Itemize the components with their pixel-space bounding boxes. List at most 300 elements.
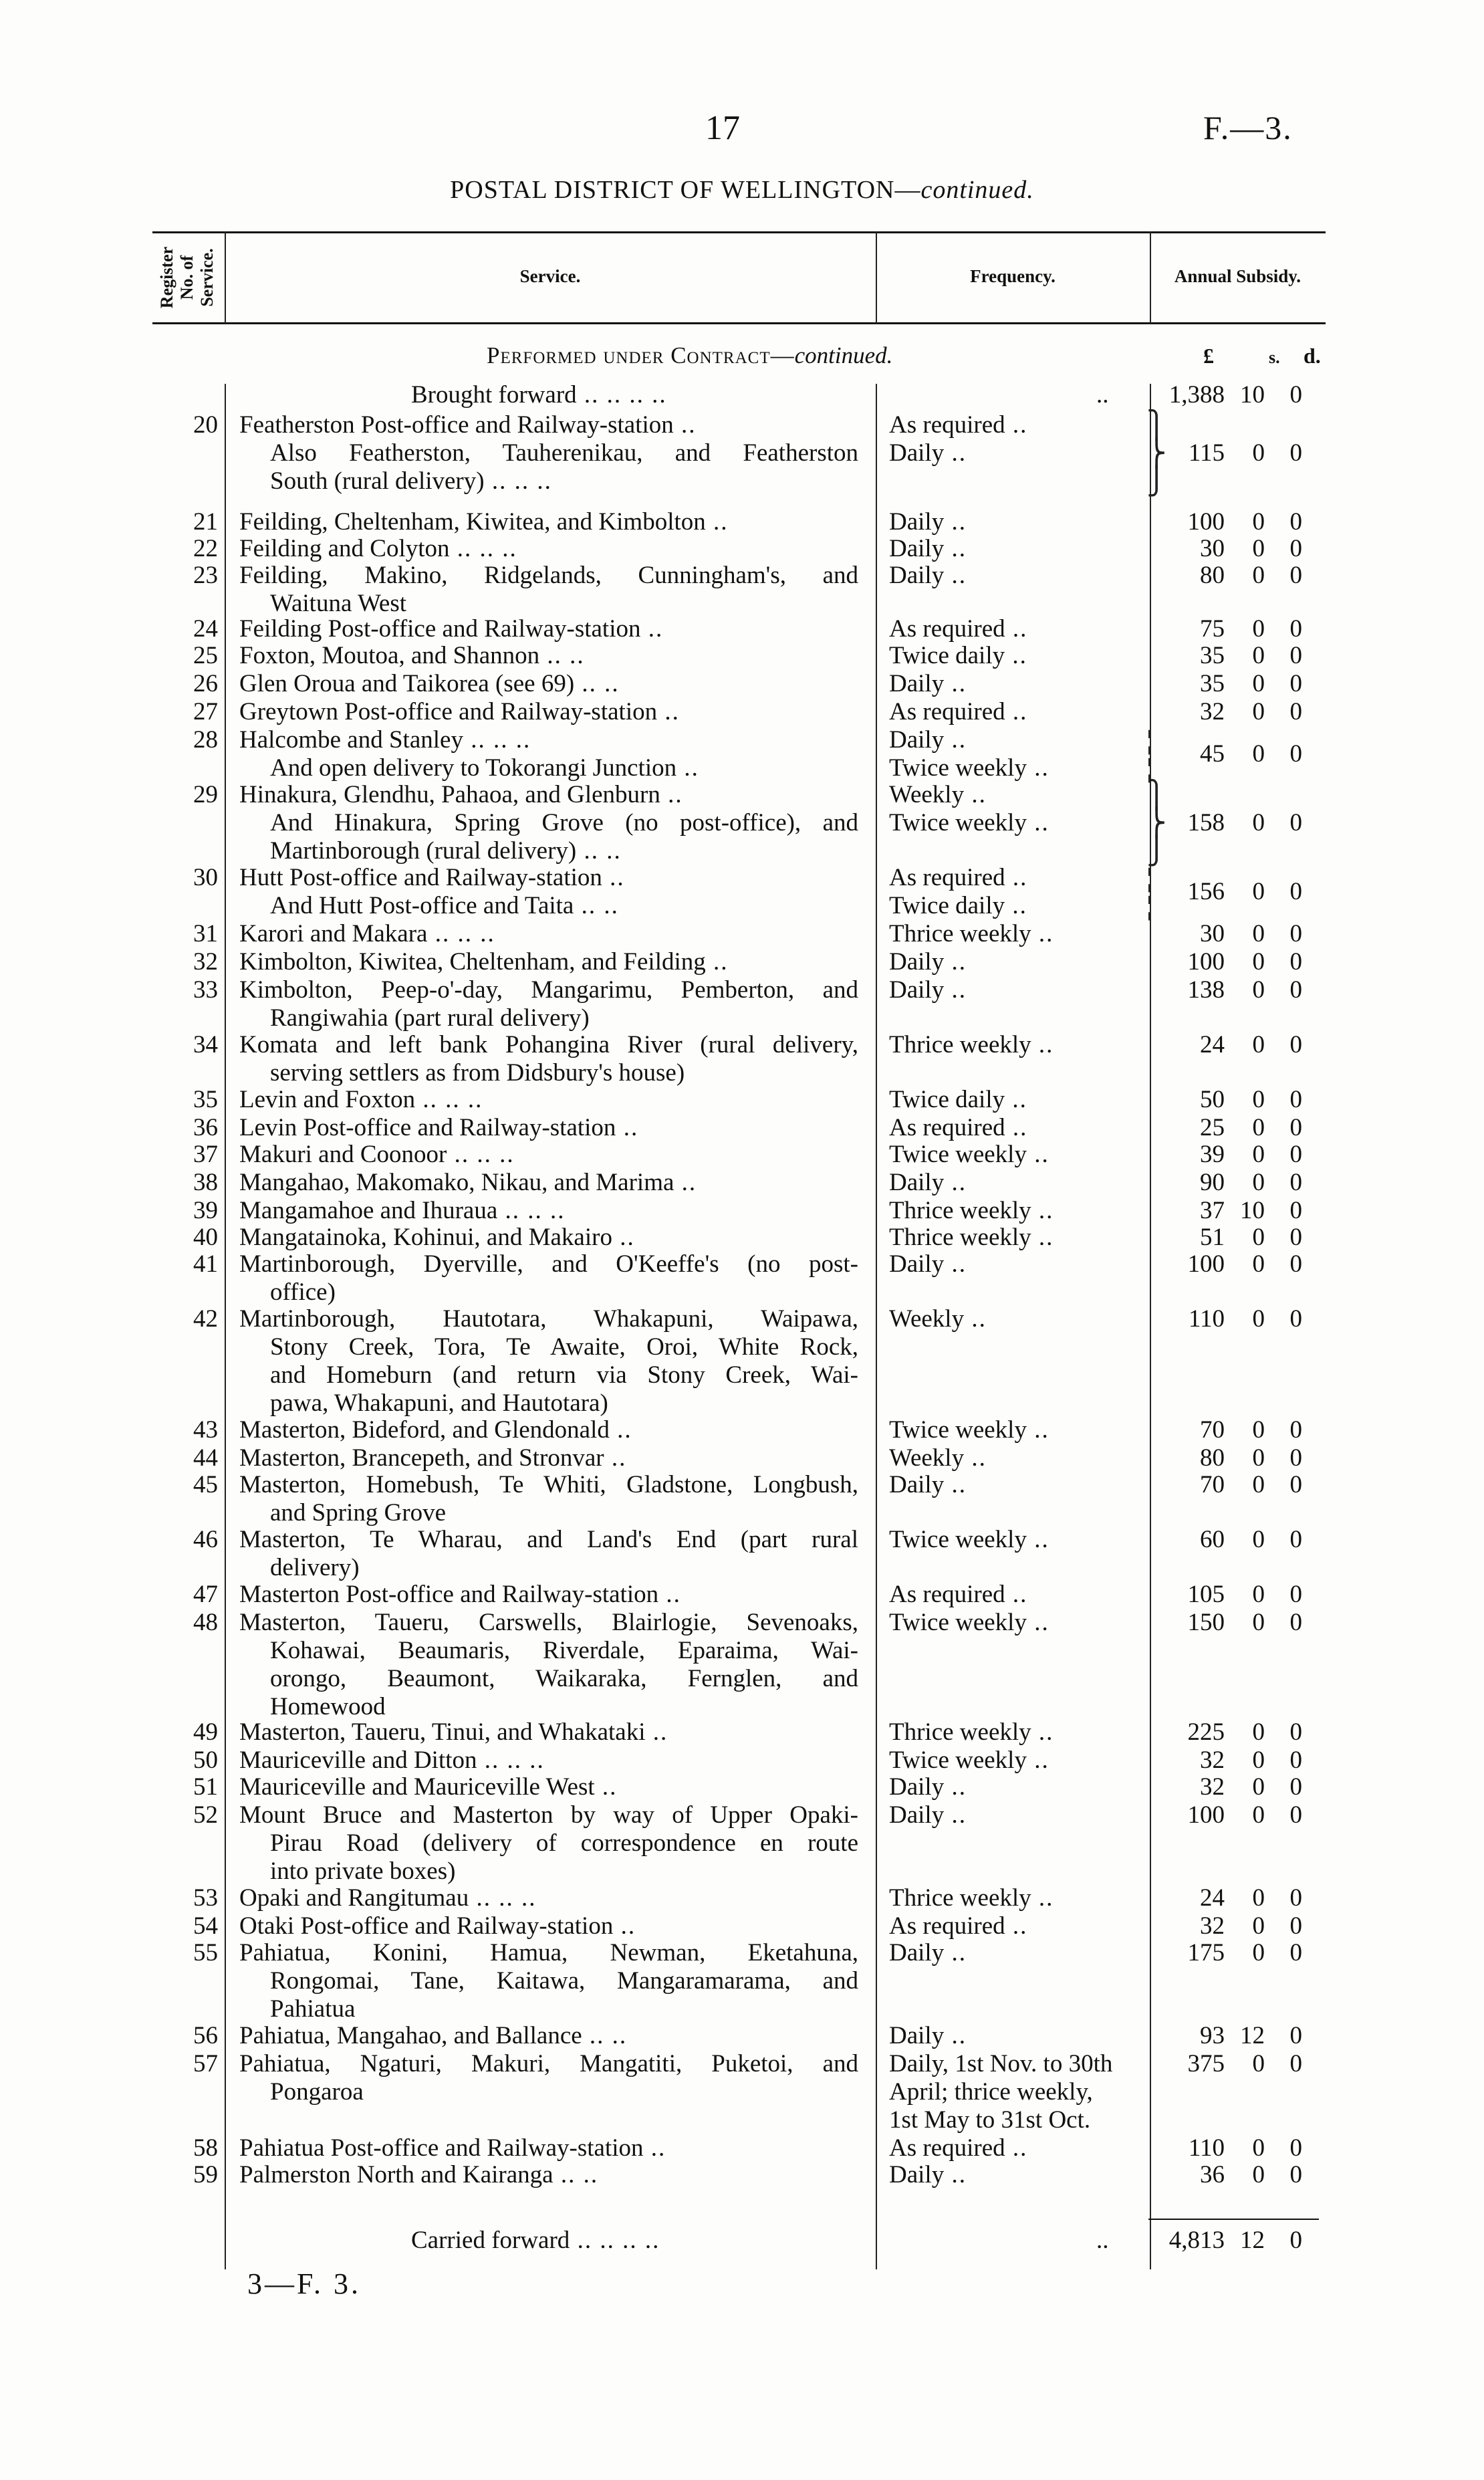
- row-pounds: 24: [1200, 1884, 1225, 1912]
- register-number: 23: [193, 562, 218, 589]
- frequency: [889, 920, 1130, 948]
- frequency-line: Daily ..: [889, 439, 967, 467]
- row-pounds: 225: [1187, 1718, 1225, 1746]
- body-divider-1: [225, 384, 226, 2269]
- register-number: 41: [193, 1250, 218, 1278]
- service-line: Pahiatua: [270, 1995, 356, 2023]
- leader-dots: ..: [1031, 920, 1054, 947]
- register-number: 30: [193, 864, 218, 891]
- row-pence: 0: [1289, 1912, 1302, 1940]
- header-annual-subsidy: Annual Subsidy.: [1174, 266, 1302, 286]
- row-subsidy: [1143, 1250, 1324, 1278]
- service-line: Pirau Road (delivery of correspondence en route: [270, 1829, 858, 1857]
- frequency: [889, 1086, 1130, 1114]
- row-pounds: 32: [1200, 1912, 1225, 1940]
- row-subsidy: [1143, 1086, 1324, 1114]
- row-pence: 0: [1289, 1444, 1302, 1472]
- row-subsidy: [1143, 615, 1324, 643]
- leader-dots: ..: [944, 535, 967, 562]
- carried-forward-pence: 0: [1289, 2227, 1302, 2254]
- leader-dots: ..: [1026, 1746, 1049, 1774]
- leader-dots: .. .. ..: [497, 1197, 566, 1224]
- service-description: [239, 1086, 858, 1114]
- leader-dots: ..: [1005, 1114, 1028, 1141]
- frequency-line: Thrice weekly ..: [889, 1884, 1054, 1912]
- row-pence: 0: [1289, 642, 1302, 669]
- row-pence: 0: [1289, 670, 1302, 697]
- frequency: [889, 1884, 1130, 1912]
- row-subsidy: [1143, 1444, 1324, 1472]
- frequency: [889, 726, 1130, 782]
- row-pounds: 138: [1187, 976, 1225, 1004]
- service-description: [239, 1884, 858, 1912]
- frequency-line: Daily ..: [889, 726, 967, 754]
- service-line: Masterton, Homebush, Te Whiti, Gladstone, Longbush,: [239, 1471, 858, 1498]
- service-description: [239, 615, 858, 643]
- row-pounds: 30: [1200, 535, 1225, 562]
- register-number: 55: [193, 1939, 218, 1966]
- leader-dots: ..: [944, 1801, 967, 1829]
- currency-pounds: £: [1203, 344, 1214, 368]
- row-subsidy: [1143, 1416, 1324, 1444]
- frequency-line: As required ..: [889, 1114, 1028, 1141]
- register-number: 36: [193, 1114, 218, 1141]
- service-description: [239, 1746, 858, 1775]
- frequency-line: Twice weekly ..: [889, 1416, 1049, 1444]
- leader-dots: ..: [612, 1224, 635, 1251]
- row-shillings: 0: [1252, 1746, 1265, 1774]
- leader-dots: ..: [613, 1912, 636, 1940]
- leader-dots: ..: [944, 562, 967, 589]
- frequency: [889, 2134, 1130, 2162]
- service-line: Waituna West: [270, 590, 407, 617]
- frequency-line: Daily ..: [889, 2161, 967, 2188]
- leader-dots: ..: [944, 1939, 967, 1966]
- service-line: Pahiatua Post-office and Railway-station ..: [239, 2134, 666, 2162]
- row-pence: 0: [1289, 1250, 1302, 1278]
- leader-dots: ..: [1005, 411, 1028, 439]
- register-number: 25: [193, 642, 218, 669]
- frequency-line: Weekly ..: [889, 781, 987, 808]
- service-line: And Hinakura, Spring Grove (no post-office), and: [270, 809, 858, 836]
- register-number: 53: [193, 1884, 218, 1912]
- service-line: Also Featherston, Tauherenikau, and Featherston: [270, 439, 858, 467]
- leader-dots: ..: [944, 1169, 967, 1196]
- row-shillings: 0: [1252, 562, 1265, 589]
- service-line: Masterton, Brancepeth, and Stronvar ..: [239, 1444, 627, 1472]
- frequency-line: Weekly ..: [889, 1305, 987, 1333]
- leader-dots: .. .. .. ..: [570, 2227, 660, 2254]
- row-pence: 0: [1289, 1746, 1302, 1774]
- service-line: into private boxes): [270, 1857, 456, 1885]
- row-pounds: 150: [1187, 1609, 1225, 1636]
- service-line: Rangiwahia (part rural delivery): [270, 1004, 590, 1032]
- leader-dots: ..: [1031, 1884, 1054, 1912]
- row-shillings: 0: [1252, 1086, 1265, 1113]
- total-rule: [1148, 2219, 1319, 2220]
- body-divider-2: [876, 384, 877, 2269]
- leader-dots: ..: [944, 2022, 967, 2049]
- header-frequency: Frequency.: [970, 266, 1056, 286]
- leader-dots: ..: [1096, 2227, 1109, 2254]
- frequency-line: Daily ..: [889, 1471, 967, 1498]
- row-pence: 0: [1289, 1939, 1302, 1966]
- service-line: South (rural delivery) .. .. ..: [270, 467, 552, 495]
- row-subsidy: [1143, 1746, 1324, 1775]
- page-number: 17: [705, 109, 740, 147]
- frequency: [889, 1197, 1130, 1225]
- service-description: [239, 2022, 858, 2050]
- service-line: Feilding, Makino, Ridgelands, Cunningham's, and: [239, 562, 858, 589]
- service-line: and Spring Grove: [270, 1499, 447, 1527]
- service-description: [239, 535, 858, 563]
- frequency: [889, 2050, 1130, 2134]
- row-subsidy: [1143, 1197, 1324, 1225]
- row-pounds: 100: [1187, 508, 1225, 536]
- frequency-line: Thrice weekly ..: [889, 1718, 1054, 1746]
- register-number: 46: [193, 1526, 218, 1553]
- register-number: 56: [193, 2022, 218, 2049]
- service-description: [239, 642, 858, 670]
- service-line: office): [270, 1278, 336, 1306]
- frequency-line: April; thrice weekly,: [889, 2078, 1093, 2106]
- leader-dots: ..: [1026, 1141, 1049, 1168]
- row-subsidy: [1143, 1939, 1324, 1967]
- row-pounds: 70: [1200, 1416, 1225, 1444]
- leader-dots: ..: [657, 698, 680, 725]
- leader-dots: ..: [640, 615, 664, 643]
- frequency-line: As required ..: [889, 864, 1028, 891]
- leader-dots: .. .. ..: [447, 1141, 515, 1168]
- service-description: [239, 2050, 858, 2106]
- leader-dots: ..: [1031, 1718, 1054, 1746]
- service-line: Mount Bruce and Masterton by way of Upper Opaki-: [239, 1801, 858, 1829]
- frequency-line: As required ..: [889, 1581, 1028, 1608]
- frequency-line: As required ..: [889, 1912, 1028, 1940]
- service-line: Masterton, Taueru, Tinui, and Whakataki ..: [239, 1718, 668, 1746]
- frequency: [889, 1416, 1130, 1444]
- service-line: Kimbolton, Kiwitea, Cheltenham, and Feilding ..: [239, 948, 729, 976]
- service-line: Greytown Post-office and Railway-station ..: [239, 698, 680, 725]
- service-line: Martinborough (rural delivery) .. ..: [270, 837, 622, 865]
- leader-dots: .. .. ..: [427, 920, 495, 947]
- row-pounds: 70: [1200, 1471, 1225, 1498]
- service-line: Feilding, Cheltenham, Kiwitea, and Kimbolton ..: [239, 508, 729, 536]
- row-pence: 0: [1289, 878, 1302, 905]
- leader-dots: ..: [1026, 809, 1049, 836]
- service-description: [239, 948, 858, 976]
- row-subsidy: [1143, 1718, 1324, 1746]
- row-pence: 0: [1289, 809, 1302, 836]
- row-pounds: 60: [1200, 1526, 1225, 1553]
- frequency-line: Daily ..: [889, 1939, 967, 1966]
- row-shillings: 0: [1252, 615, 1265, 643]
- frequency-line: Thrice weekly ..: [889, 1224, 1054, 1251]
- frequency-line: Daily ..: [889, 2022, 967, 2049]
- currency-pence: d.: [1304, 344, 1321, 368]
- leader-dots: ..: [1096, 381, 1109, 409]
- grouping-brace: ¦ ¦: [1146, 863, 1152, 921]
- service-description: [239, 1939, 858, 2023]
- service-line: Foxton, Moutoa, and Shannon .. ..: [239, 642, 585, 669]
- row-subsidy: [1143, 2134, 1324, 2162]
- row-subsidy: [1143, 1581, 1324, 1609]
- frequency-line: Twice daily ..: [889, 642, 1027, 669]
- service-description: [239, 562, 858, 618]
- service-line: Pahiatua, Ngaturi, Makuri, Mangatiti, Puketoi, and: [239, 2050, 858, 2077]
- service-line: Levin and Foxton .. .. ..: [239, 1086, 483, 1113]
- row-pence: 0: [1289, 508, 1302, 536]
- leader-dots: ..: [602, 864, 625, 891]
- row-subsidy: [1143, 1884, 1324, 1912]
- frequency: [889, 1250, 1130, 1278]
- frequency-line: Twice weekly ..: [889, 1141, 1049, 1168]
- frequency-line: As required ..: [889, 615, 1028, 643]
- carried-forward-label: [411, 2227, 1030, 2255]
- carried-forward-text: Carried forward: [411, 2227, 570, 2254]
- row-pence: 0: [1289, 1086, 1302, 1113]
- brought-forward-label: [411, 381, 1030, 409]
- row-subsidy: [1143, 698, 1324, 726]
- document-reference: F.—3.: [1203, 109, 1293, 146]
- row-pence: 0: [1289, 1197, 1302, 1224]
- currency-shillings: s.: [1269, 348, 1280, 367]
- frequency: [889, 1471, 1130, 1499]
- service-description: [239, 1526, 858, 1582]
- row-subsidy: [1143, 809, 1324, 837]
- row-subsidy: [1143, 562, 1324, 590]
- row-pounds: 100: [1187, 948, 1225, 976]
- frequency-line: Daily, 1st Nov. to 30th: [889, 2050, 1113, 2077]
- row-shillings: 0: [1252, 878, 1265, 905]
- row-pence: 0: [1289, 1031, 1302, 1058]
- register-number: 20: [193, 411, 218, 439]
- frequency: [889, 1114, 1130, 1142]
- row-pence: 0: [1289, 948, 1302, 976]
- frequency: [889, 948, 1130, 976]
- row-shillings: 0: [1252, 976, 1265, 1004]
- register-number: 54: [193, 1912, 218, 1940]
- register-number: 45: [193, 1471, 218, 1498]
- leader-dots: .. ..: [553, 2161, 599, 2188]
- service-description: [239, 1416, 858, 1444]
- frequency: [889, 698, 1130, 726]
- leader-dots: .. ..: [582, 2022, 628, 2049]
- row-subsidy: [1143, 1169, 1324, 1197]
- row-pounds: 32: [1200, 1773, 1225, 1801]
- service-line: serving settlers as from Didsbury's house): [270, 1059, 685, 1087]
- leader-dots: ..: [1031, 1224, 1054, 1251]
- row-pence: 0: [1289, 740, 1302, 768]
- row-subsidy: [1143, 740, 1324, 768]
- row-shillings: 0: [1252, 1773, 1265, 1801]
- row-pence: 0: [1289, 2050, 1302, 2077]
- frequency: [889, 2022, 1130, 2050]
- leader-dots: ..: [658, 1581, 681, 1608]
- service-line: Hutt Post-office and Railway-station ..: [239, 864, 625, 891]
- grouping-brace: ¦ ¦: [1146, 725, 1152, 783]
- service-description: [239, 1250, 858, 1307]
- service-line: and Homeburn (and return via Stony Creek, Wai-: [270, 1361, 858, 1389]
- frequency: [889, 1305, 1130, 1333]
- register-number: 21: [193, 508, 218, 536]
- leader-dots: ..: [1005, 1912, 1028, 1940]
- row-subsidy: [1143, 642, 1324, 670]
- row-shillings: 0: [1252, 1141, 1265, 1168]
- service-line: Hinakura, Glendhu, Pahaoa, and Glenburn ..: [239, 781, 683, 808]
- section-label: Performed under Contract—: [487, 342, 795, 368]
- leader-dots: .. ..: [574, 892, 619, 919]
- service-line: Mauriceville and Ditton .. .. ..: [239, 1746, 545, 1774]
- row-pounds: 35: [1200, 670, 1225, 697]
- leader-dots: .. .. ..: [484, 467, 552, 495]
- row-pounds: 175: [1187, 1939, 1225, 1966]
- grouping-brace: ⎫ ⎬ ⎭: [1146, 410, 1166, 496]
- row-subsidy: [1143, 920, 1324, 948]
- header-service: Service.: [519, 266, 581, 286]
- row-pence: 0: [1289, 1801, 1302, 1829]
- service-line: Mangahao, Makomako, Nikau, and Marima ..: [239, 1169, 697, 1196]
- brought-forward-pounds: 1,388: [1168, 381, 1225, 409]
- service-line: Masterton, Taueru, Carswells, Blairlogie, Sevenoaks,: [239, 1609, 858, 1636]
- row-pence: 0: [1289, 562, 1302, 589]
- frequency-line: Twice weekly ..: [889, 754, 1049, 782]
- frequency: [889, 1169, 1130, 1197]
- leader-dots: ..: [1005, 615, 1028, 643]
- frequency-line: Daily ..: [889, 562, 967, 589]
- signature-mark: 3—F. 3.: [247, 2267, 361, 2300]
- row-subsidy: [1143, 1031, 1324, 1059]
- frequency: [889, 1939, 1130, 1967]
- row-subsidy: [1143, 670, 1324, 698]
- service-line: Homewood: [270, 1693, 386, 1720]
- row-shillings: 0: [1252, 2161, 1265, 2188]
- register-number: 57: [193, 2050, 218, 2077]
- row-shillings: 0: [1252, 1305, 1265, 1333]
- frequency-line: Thrice weekly ..: [889, 1197, 1054, 1224]
- service-description: [239, 1444, 858, 1472]
- row-shillings: 0: [1252, 1224, 1265, 1251]
- frequency: [889, 2161, 1130, 2189]
- leader-dots: ..: [609, 1416, 632, 1444]
- service-line: Mangatainoka, Kohinui, and Makairo ..: [239, 1224, 635, 1251]
- grouping-brace: ⎫ ⎬ ⎭: [1146, 780, 1166, 866]
- service-description: [239, 1224, 858, 1252]
- row-pounds: 80: [1200, 562, 1225, 589]
- row-shillings: 0: [1252, 698, 1265, 725]
- row-pence: 0: [1289, 976, 1302, 1004]
- leader-dots: ..: [1005, 864, 1028, 891]
- row-pounds: 30: [1200, 920, 1225, 947]
- row-pence: 0: [1289, 920, 1302, 947]
- brought-forward-shillings: 10: [1240, 381, 1265, 409]
- frequency-line: Daily ..: [889, 1801, 967, 1829]
- service-line: Mauriceville and Mauriceville West ..: [239, 1773, 618, 1801]
- service-description: [239, 1169, 858, 1197]
- leader-dots: ..: [1005, 698, 1028, 725]
- leader-dots: ..: [616, 1114, 639, 1141]
- frequency-line: Daily ..: [889, 976, 967, 1004]
- leader-dots: ..: [944, 976, 967, 1004]
- row-subsidy: [1143, 1526, 1324, 1554]
- row-pence: 0: [1289, 2134, 1302, 2162]
- service-description: [239, 1031, 858, 1087]
- leader-dots: ..: [643, 2134, 666, 2162]
- frequency-line: Daily ..: [889, 508, 967, 536]
- leader-dots: .. .. ..: [415, 1086, 483, 1113]
- section-italic: continued.: [794, 342, 893, 368]
- service-line: Mangamahoe and Ihuraua .. .. ..: [239, 1197, 566, 1224]
- leader-dots: .. .. ..: [449, 535, 517, 562]
- service-description: [239, 1305, 858, 1418]
- carried-forward-subsidy: [1143, 2227, 1324, 2255]
- row-pence: 0: [1289, 1305, 1302, 1333]
- frequency-line: Twice daily ..: [889, 1086, 1027, 1113]
- row-shillings: 0: [1252, 1250, 1265, 1278]
- leader-dots: ..: [705, 948, 729, 976]
- frequency: [889, 1718, 1130, 1746]
- row-pounds: 35: [1200, 642, 1225, 669]
- row-shillings: 0: [1252, 670, 1265, 697]
- service-description: [239, 976, 858, 1032]
- register-number: 31: [193, 920, 218, 947]
- row-pence: 0: [1289, 1224, 1302, 1251]
- frequency-line: As required ..: [889, 2134, 1028, 2162]
- service-line: Komata and left bank Pohangina River (rural delivery,: [239, 1031, 858, 1058]
- leader-dots: .. ..: [539, 642, 585, 669]
- service-line: Masterton, Bideford, and Glendonald ..: [239, 1416, 632, 1444]
- service-line: Martinborough, Hautotara, Whakapuni, Waipawa,: [239, 1305, 858, 1333]
- row-pounds: 25: [1200, 1114, 1225, 1141]
- row-subsidy: [1143, 1114, 1324, 1142]
- service-description: [239, 1801, 858, 1886]
- row-pence: 0: [1289, 1609, 1302, 1636]
- leader-dots: ..: [1005, 642, 1027, 669]
- service-line: And open delivery to Tokorangi Junction ..: [270, 754, 699, 782]
- row-pence: 0: [1289, 2022, 1302, 2049]
- frequency-line: Twice weekly ..: [889, 1609, 1049, 1636]
- frequency-line: Daily ..: [889, 1169, 967, 1196]
- leader-dots: ..: [594, 1773, 618, 1801]
- service-line: Kohawai, Beaumaris, Riverdale, Eparaima, Wai-: [270, 1637, 858, 1664]
- service-line: delivery): [270, 1554, 360, 1581]
- row-shillings: 0: [1252, 1884, 1265, 1912]
- register-number: 33: [193, 976, 218, 1004]
- service-description: [239, 411, 858, 495]
- carried-forward-shillings: 12: [1240, 2227, 1265, 2254]
- register-number: 24: [193, 615, 218, 643]
- service-line: Makuri and Coonoor .. .. ..: [239, 1141, 515, 1168]
- service-description: [239, 670, 858, 698]
- frequency: [889, 1912, 1130, 1940]
- register-number: 44: [193, 1444, 218, 1472]
- row-pence: 0: [1289, 1141, 1302, 1168]
- row-pounds: 105: [1187, 1581, 1225, 1608]
- service-description: [239, 1114, 858, 1142]
- service-description: [239, 508, 858, 536]
- register-number: 48: [193, 1609, 218, 1636]
- frequency: [889, 562, 1130, 590]
- service-line: Opaki and Rangitumau .. .. ..: [239, 1884, 537, 1912]
- service-line: Karori and Makara .. .. ..: [239, 920, 495, 947]
- row-pence: 0: [1289, 1884, 1302, 1912]
- leader-dots: ..: [676, 754, 699, 782]
- frequency: [889, 1609, 1130, 1637]
- service-line: Pongaroa: [270, 2078, 364, 2106]
- frequency-line: Daily ..: [889, 1773, 967, 1801]
- row-shillings: 0: [1252, 1114, 1265, 1141]
- row-pence: 0: [1289, 1114, 1302, 1141]
